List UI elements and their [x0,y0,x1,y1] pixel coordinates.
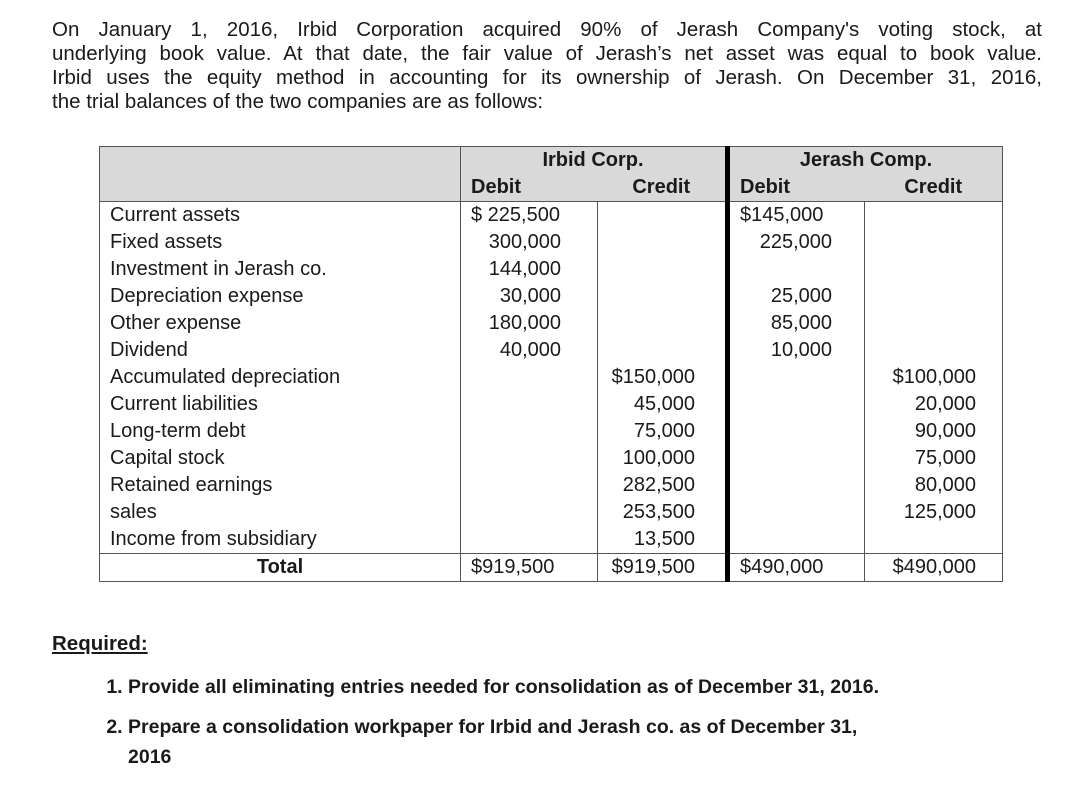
cell-irbid-credit: 13,500 [598,526,728,554]
cell-irbid-debit: $ 225,500 [471,204,560,226]
row-label: Capital stock [100,445,461,472]
cell-irbid-debit: 300,000 [488,231,561,253]
total-jerash-credit: $490,000 [865,554,1003,582]
total-jerash-debit: $490,000 [728,554,865,582]
cell-irbid-debit [461,418,598,445]
task-text: 2. Prepare a consolidation workpaper for Irbid and Jerash co. as of December 31, [128,716,858,738]
cell-irbid-debit [461,499,598,526]
row-label: Long-term debt [100,418,461,445]
row-label: Retained earnings [100,472,461,499]
cell-jerash-credit: 90,000 [865,418,1003,445]
row-label: Fixed assets [100,229,461,256]
intro-line: the trial balances of the two companies are as follows: [52,90,544,113]
cell-jerash-debit [728,364,865,391]
table-row [100,526,1003,554]
trial-balance-table [99,146,1003,582]
cell-jerash-debit [728,499,865,526]
total-irbid-debit: $919,500 [461,554,598,582]
table-row [100,364,1003,391]
cell-irbid-debit [461,391,598,418]
cell-irbid-debit [461,526,598,554]
cell-irbid-debit: 30,000 [499,285,561,307]
cell-jerash-debit: $145,000 [728,202,865,230]
cell-jerash-debit: 225,000 [728,229,865,256]
row-label: Dividend [100,337,461,364]
header-blank [100,174,461,202]
cell-jerash-credit [865,202,1003,230]
row-label: Income from subsidiary [100,526,461,554]
cell-irbid-credit: 100,000 [598,445,728,472]
required-heading: Required: [52,632,148,655]
cell-jerash-credit: 125,000 [865,499,1003,526]
cell-irbid-credit [598,256,728,283]
cell-irbid-credit [598,202,728,230]
task-list [88,672,1068,782]
row-label: Current assets [100,202,461,230]
cell-irbid-credit [598,229,728,256]
table-row [100,310,1003,337]
row-label: Depreciation expense [100,283,461,310]
table-row [100,391,1003,418]
cell-irbid-credit: $150,000 [598,364,728,391]
cell-jerash-credit [865,337,1003,364]
cell-jerash-debit [728,526,865,554]
table-row [100,418,1003,445]
cell-irbid-debit [461,445,598,472]
header-jerash: Jerash Comp. [728,147,1003,175]
row-label: Accumulated depreciation [100,364,461,391]
cell-jerash-debit [728,391,865,418]
cell-jerash-debit: 25,000 [728,283,865,310]
table-header-groups [100,147,1003,175]
cell-jerash-debit: 10,000 [728,337,865,364]
row-label: Current liabilities [100,391,461,418]
cell-irbid-credit: 282,500 [598,472,728,499]
cell-jerash-debit [728,472,865,499]
intro-paragraph [52,18,1042,114]
row-label: Investment in Jerash co. [100,256,461,283]
header-jerash-debit: Debit [728,174,865,202]
cell-irbid-debit [461,472,598,499]
cell-irbid-credit: 45,000 [598,391,728,418]
header-irbid: Irbid Corp. [461,147,728,175]
row-label: sales [100,499,461,526]
cell-jerash-debit: 85,000 [728,310,865,337]
cell-jerash-credit: 75,000 [865,445,1003,472]
cell-jerash-debit [728,256,865,283]
cell-irbid-credit: 253,500 [598,499,728,526]
table-row [100,445,1003,472]
table-row [100,283,1003,310]
cell-irbid-debit [461,364,598,391]
header-irbid-credit: Credit [598,174,728,202]
table-row [100,337,1003,364]
cell-irbid-credit: 75,000 [598,418,728,445]
row-label: Other expense [100,310,461,337]
cell-irbid-credit [598,310,728,337]
intro-line: Irbid uses the equity method in accounting for its ownership of Jerash. On December 31, 2016, [52,66,1042,89]
total-row [100,554,1003,582]
cell-jerash-credit [865,283,1003,310]
cell-jerash-credit: 20,000 [865,391,1003,418]
cell-irbid-debit: 144,000 [488,258,561,280]
task-item [128,672,1068,702]
header-jerash-credit: Credit [865,174,1003,202]
cell-irbid-credit [598,283,728,310]
table-row [100,229,1003,256]
table-header-subs [100,174,1003,202]
cell-jerash-credit: 80,000 [865,472,1003,499]
cell-jerash-credit [865,310,1003,337]
table-row [100,256,1003,283]
task-text: 1. Provide all eliminating entries needed for consolidation as of December 31, 2016. [128,676,879,698]
header-irbid-debit: Debit [461,174,598,202]
table-row [100,472,1003,499]
total-label: Total [100,554,461,582]
header-blank [100,147,461,175]
task-item [128,712,1068,772]
cell-irbid-debit: 180,000 [488,312,561,334]
cell-jerash-debit [728,445,865,472]
cell-irbid-credit [598,337,728,364]
intro-line: underlying book value. At that date, the fair value of Jerash’s net asset was equal to book value. [52,42,1042,65]
cell-jerash-credit: $100,000 [865,364,1003,391]
cell-jerash-debit [728,418,865,445]
cell-irbid-debit: 40,000 [499,339,561,361]
cell-jerash-credit [865,229,1003,256]
table-row [100,499,1003,526]
intro-line: On January 1, 2016, Irbid Corporation acquired 90% of Jerash Company's voting stock, at [52,18,1042,41]
table-row [100,202,1003,230]
task-text: 2016 [128,746,172,768]
total-irbid-credit: $919,500 [598,554,728,582]
cell-jerash-credit [865,256,1003,283]
cell-jerash-credit [865,526,1003,554]
